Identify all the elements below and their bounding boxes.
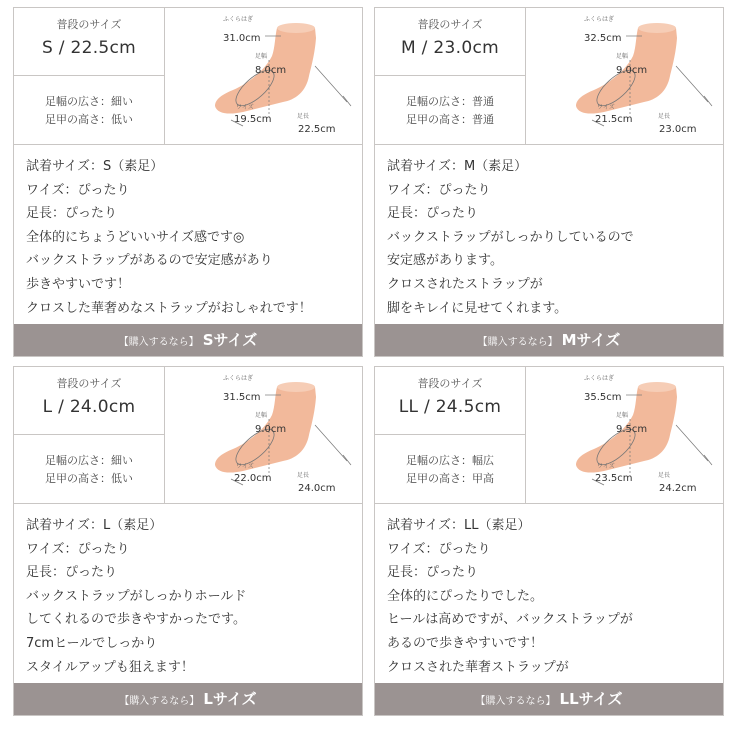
review-line: 安定感があります。 <box>387 253 503 269</box>
fitting-review <box>14 144 362 324</box>
length-label: 足長 <box>658 113 671 120</box>
length-value: 24.0cm <box>298 483 336 494</box>
buy-size: Sサイズ <box>202 331 258 349</box>
review-line: スタイルアップも狙えます！ <box>26 659 194 675</box>
calf-label: ふくらはぎ <box>584 16 615 23</box>
foot-width-fit: 足幅の広さ：普通 <box>406 95 494 108</box>
width-value: 23.5cm <box>595 473 633 484</box>
buy-prefix: 【購入するなら】 <box>477 337 558 348</box>
usual-size-value: LL / 24.5cm <box>398 397 502 417</box>
review-line: 足長：ぴったり <box>387 206 479 222</box>
instep-label: 足幅 <box>255 53 268 60</box>
review-line: 足長：ぴったり <box>26 565 118 581</box>
usual-size-label: 普段のサイズ <box>56 377 122 390</box>
usual-size-box <box>14 8 165 76</box>
width-label: ワイズ <box>236 104 254 111</box>
instep-label: 足幅 <box>255 412 268 419</box>
width-label: ワイズ <box>597 463 615 470</box>
calf-label: ふくらはぎ <box>584 375 615 382</box>
review-line: クロスした華奢めなストラップがおしゃれです！ <box>26 300 312 316</box>
instep-value: 9.0cm <box>255 424 287 435</box>
fitting-review <box>375 144 723 324</box>
leg-top <box>277 23 315 33</box>
review-line: あるので歩きやすいです！ <box>387 635 544 651</box>
usual-size-box <box>14 367 165 435</box>
buy-size-bar[interactable] <box>14 683 362 715</box>
foot-width-fit: 足幅の広さ：細い <box>45 454 133 467</box>
review-line: ヒールは高めですが、バックストラップが <box>387 612 633 628</box>
instep-height-fit: 足甲の高さ：普通 <box>406 113 494 126</box>
review-line: 脚をキレイに見せてくれます。 <box>387 300 568 316</box>
foot-measurement-diagram <box>526 367 723 503</box>
usual-size-label: 普段のサイズ <box>417 18 483 31</box>
length-line <box>315 66 347 102</box>
foot-shape-box <box>375 76 526 144</box>
review-line: ワイズ：ぴったり <box>387 541 491 557</box>
instep-label: 足幅 <box>616 53 629 60</box>
foot-measurement-diagram <box>165 367 362 503</box>
calf-value: 31.0cm <box>223 33 261 44</box>
review-line: バックストラップがあるので安定感があり <box>26 253 273 269</box>
foot-shape-box <box>375 435 526 503</box>
foot-shape-box <box>14 435 165 503</box>
buy-prefix: 【購入するなら】 <box>118 337 199 348</box>
foot-measurement-diagram <box>526 8 723 144</box>
fitting-review <box>14 503 362 683</box>
width-label: ワイズ <box>236 463 254 470</box>
width-value: 21.5cm <box>595 114 633 125</box>
size-card <box>374 366 724 716</box>
fitting-review <box>375 503 723 683</box>
length-line <box>676 425 708 461</box>
usual-size-label: 普段のサイズ <box>417 377 483 390</box>
buy-size: Lサイズ <box>203 690 257 708</box>
review-line: バックストラップがしっかりしているので <box>387 229 634 245</box>
review-line: クロスされたストラップが <box>387 276 543 292</box>
length-value: 24.2cm <box>659 483 697 494</box>
buy-prefix: 【購入するなら】 <box>119 696 200 707</box>
usual-size-value: S / 22.5cm <box>41 38 137 58</box>
usual-size-label: 普段のサイズ <box>56 18 122 31</box>
review-line: 全体的にぴったりでした。 <box>387 588 544 604</box>
size-card <box>13 366 363 716</box>
length-label: 足長 <box>658 472 671 479</box>
review-line: ワイズ：ぴったり <box>26 182 130 198</box>
calf-value: 32.5cm <box>584 33 622 44</box>
foot-shape-box <box>14 76 165 144</box>
card-header <box>375 8 723 144</box>
review-line: 試着サイズ：L（素足） <box>26 518 163 533</box>
calf-label: ふくらはぎ <box>223 375 254 382</box>
length-tick <box>343 455 351 465</box>
instep-value: 8.0cm <box>255 65 287 76</box>
width-value: 22.0cm <box>234 473 272 484</box>
review-line: 歩きやすいです！ <box>26 276 131 292</box>
usual-size-box <box>375 367 526 435</box>
instep-value: 9.0cm <box>616 65 648 76</box>
length-tick <box>343 96 351 106</box>
length-label: 足長 <box>297 472 310 479</box>
leg-top <box>277 382 315 392</box>
length-tick <box>704 455 712 465</box>
instep-height-fit: 足甲の高さ：低い <box>45 472 133 485</box>
foot-width-fit: 足幅の広さ：細い <box>45 95 133 108</box>
review-line: ワイズ：ぴったり <box>387 182 491 198</box>
length-label: 足長 <box>297 113 310 120</box>
review-line: バックストラップがしっかりホールド <box>26 588 247 604</box>
review-line: 試着サイズ：M（素足） <box>387 159 528 174</box>
buy-prefix: 【購入するなら】 <box>475 696 556 707</box>
usual-size-box <box>375 8 526 76</box>
usual-size-value: L / 24.0cm <box>42 397 136 417</box>
size-card <box>374 7 724 357</box>
review-line: してくれるので歩きやすかったです。 <box>26 612 246 628</box>
instep-label: 足幅 <box>616 412 629 419</box>
size-card <box>13 7 363 357</box>
review-line: クロスされた華奢ストラップが <box>387 659 569 675</box>
usual-size-value: M / 23.0cm <box>401 38 499 58</box>
card-header <box>14 8 362 144</box>
foot-width-fit: 足幅の広さ：幅広 <box>406 454 494 467</box>
review-line: ワイズ：ぴったり <box>26 541 130 557</box>
review-line: 足長：ぴったり <box>387 565 479 581</box>
review-line: 7cmヒールでしっかり <box>26 635 158 651</box>
instep-height-fit: 足甲の高さ：甲高 <box>406 472 494 485</box>
instep-value: 9.5cm <box>616 424 648 435</box>
width-label: ワイズ <box>597 104 615 111</box>
review-line: 試着サイズ：S（素足） <box>26 159 164 174</box>
card-header <box>14 367 362 503</box>
length-line <box>676 66 708 102</box>
review-line: 全体的にちょうどいいサイズ感です◎ <box>26 229 245 245</box>
buy-size-bar[interactable] <box>375 683 723 715</box>
buy-size-bar[interactable] <box>14 324 362 356</box>
calf-value: 31.5cm <box>223 392 261 403</box>
leg-top <box>638 382 676 392</box>
calf-value: 35.5cm <box>584 392 622 403</box>
leg-top <box>638 23 676 33</box>
length-value: 23.0cm <box>659 124 697 135</box>
length-line <box>315 425 347 461</box>
instep-height-fit: 足甲の高さ：低い <box>45 113 133 126</box>
width-value: 19.5cm <box>234 114 272 125</box>
calf-label: ふくらはぎ <box>223 16 254 23</box>
review-line: 試着サイズ：LL（素足） <box>387 518 531 533</box>
card-header <box>375 367 723 503</box>
buy-size: Mサイズ <box>561 331 621 349</box>
review-line: 足長：ぴったり <box>26 206 118 222</box>
buy-size-bar[interactable] <box>375 324 723 356</box>
buy-size: LLサイズ <box>559 690 623 708</box>
foot-measurement-diagram <box>165 8 362 144</box>
length-tick <box>704 96 712 106</box>
length-value: 22.5cm <box>298 124 336 135</box>
